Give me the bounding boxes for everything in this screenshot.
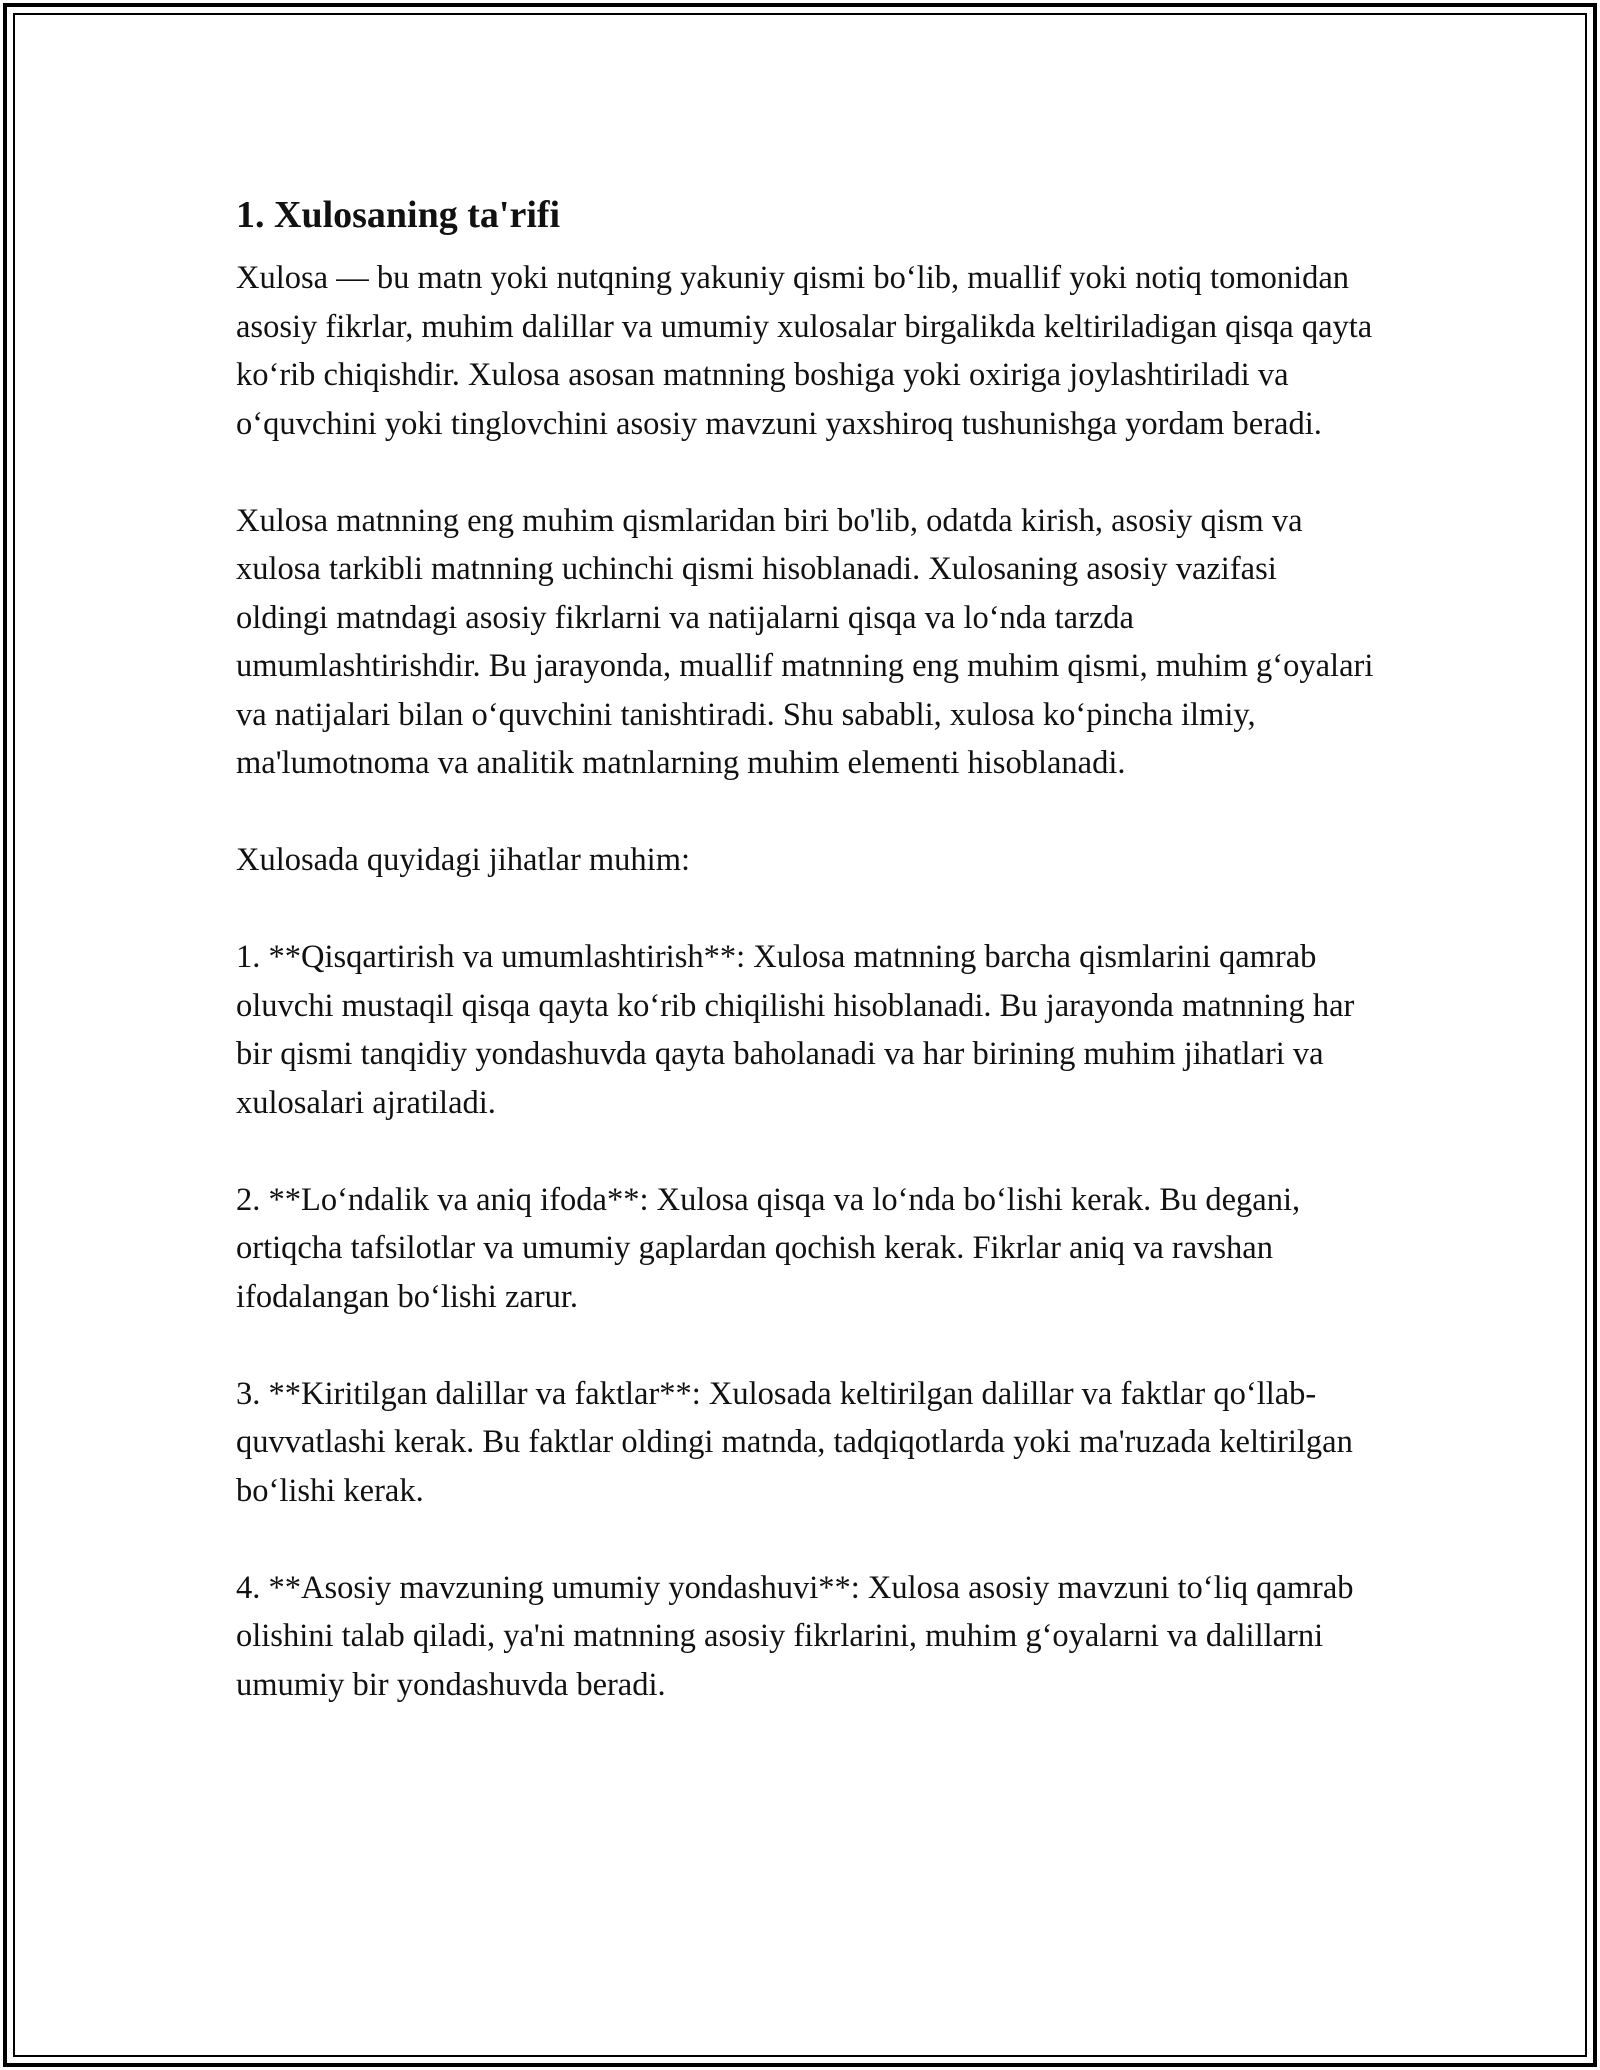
paragraph-list-intro: Xulosada quyidagi jihatlar muhim: [236, 842, 691, 878]
paragraph-definition: Xulosa — bu matn yoki nutqning yakuniy qismi bo‘lib, muallif yoki notiq tomonidan asosiy fikrlar, muhim dalillar va umumiy xulosalar birgalikda keltiriladigan qisqa qayta ko‘rib chiqishdir. Xulosa asosan matnning boshiga yoki oxiriga joylashtiriladi va o‘quvchini yoki tinglovchini asosiy mavzuni yaxshiroq tushunishga yordam beradi. [236, 260, 1373, 442]
document-body [236, 188, 1376, 1709]
section-heading: 1. Xulosaning ta'rifi [236, 194, 561, 236]
list-item-4: 4. **Asosiy mavzuning umumiy yondashuvi**: Xulosa asosiy mavzuni to‘liq qamrab olishini talab qiladi, ya'ni matnning asosiy fikrlarini, muhim g‘oyalarni va dalillarni umumiy bir yondashuvda beradi. [236, 1569, 1354, 1703]
list-item-1: 1. **Qisqartirish va umumlashtirish**: Xulosa matnning barcha qismlarini qamrab oluvchi mustaqil qisqa qayta ko‘rib chiqilishi hisoblanadi. Bu jarayonda matnning har bir qismi tanqidiy yondashuvda qayta baholanadi va har birining muhim jihatlari va xulosalari ajratiladi. [236, 939, 1355, 1121]
list-item-3: 3. **Kiritilgan dalillar va faktlar**: Xulosada keltirilgan dalillar va faktlar qo‘llab-quvvatlashi kerak. Bu faktlar oldingi matnda, tadqiqotlarda yoki ma'ruzada keltirilgan bo‘lishi kerak. [236, 1375, 1353, 1509]
paragraph-role: Xulosa matnning eng muhim qismlaridan biri bo'lib, odatda kirish, asosiy qism va xulosa tarkibli matnning uchinchi qismi hisoblanadi. Xulosaning asosiy vazifasi oldingi matndagi asosiy fikrlarni va natijalarni qisqa va lo‘nda tarzda umumlashtirishdir. Bu jarayonda, muallif matnning eng muhim qismi, muhim g‘oyalari va natijalari bilan o‘quvchini tanishtiradi. Shu sababli, xulosa ko‘pincha ilmiy, ma'lumotnoma va analitik matnlarning muhim elementi hisoblanadi. [236, 502, 1374, 781]
list-item-2: 2. **Lo‘ndalik va aniq ifoda**: Xulosa qisqa va lo‘nda bo‘lishi kerak. Bu degani, ortiqcha tafsilotlar va umumiy gaplardan qochish kerak. Fikrlar aniq va ravshan ifodalangan bo‘lishi zarur. [236, 1181, 1301, 1315]
